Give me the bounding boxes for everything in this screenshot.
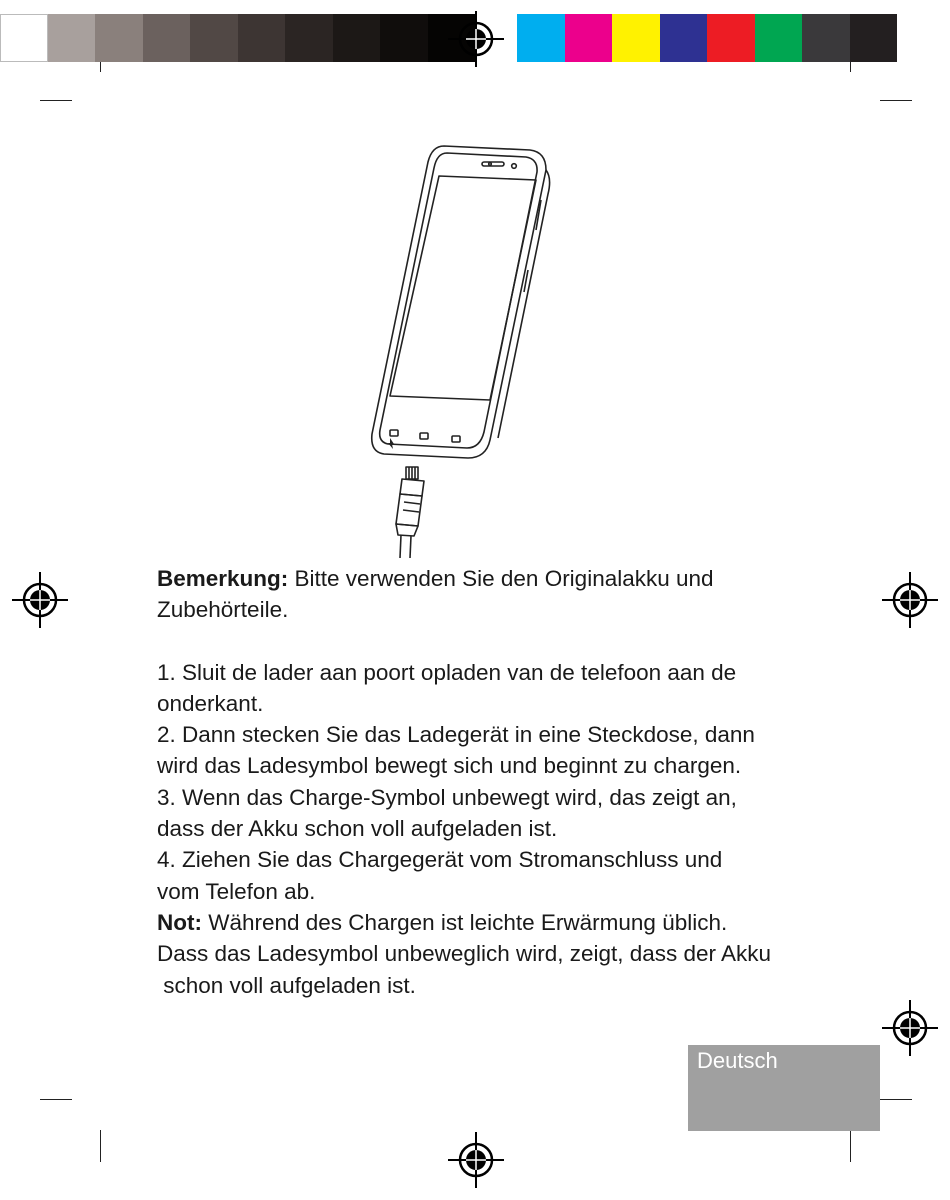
crop-mark-top-right-horizontal bbox=[880, 100, 912, 101]
step-4-line-2: vom Telefon ab. bbox=[157, 878, 316, 904]
color-swatch-6 bbox=[755, 14, 803, 62]
language-tab: Deutsch bbox=[688, 1045, 880, 1131]
color-swatch-1 bbox=[517, 14, 565, 62]
crop-mark-bottom-right-horizontal bbox=[880, 1099, 912, 1100]
gray-swatch-9 bbox=[380, 14, 428, 62]
crop-mark-bottom-left-horizontal bbox=[40, 1099, 72, 1100]
note-line-2: Zubehörteile. bbox=[157, 597, 289, 623]
registration-mark-left-icon bbox=[12, 572, 68, 628]
step-4-line-1: 4. Ziehen Sie das Chargegerät vom Stromanschluss und bbox=[157, 847, 723, 873]
not-line-1: Not: Während des Chargen ist leichte Erwärmung üblich. bbox=[157, 909, 728, 935]
gray-swatch-7 bbox=[285, 14, 333, 62]
note-line-1: Bemerkung: Bitte verwenden Sie den Originalakku und bbox=[157, 566, 714, 591]
note-label: Bemerkung: bbox=[157, 566, 289, 591]
step-3-line-1: 3. Wenn das Charge-Symbol unbewegt wird, das zeigt an, bbox=[157, 784, 737, 810]
gray-swatch-3 bbox=[95, 14, 143, 62]
color-swatch-7 bbox=[802, 14, 850, 62]
registration-mark-right-lower-icon bbox=[882, 1000, 938, 1056]
gray-swatch-6 bbox=[238, 14, 286, 62]
gray-swatch-2 bbox=[48, 14, 96, 62]
step-2-line-1: 2. Dann stecken Sie das Ladegerät in eine Steckdose, dann bbox=[157, 722, 755, 748]
crop-mark-top-left-vertical bbox=[100, 62, 101, 72]
gray-swatch-8 bbox=[333, 14, 381, 62]
gray-swatch-4 bbox=[143, 14, 191, 62]
crop-mark-top-right-vertical bbox=[850, 62, 851, 72]
registration-mark-top-icon bbox=[448, 11, 504, 67]
grayscale-color-bar bbox=[0, 14, 475, 62]
crop-mark-bottom-left-vertical bbox=[100, 1130, 101, 1162]
color-swatch-4 bbox=[660, 14, 708, 62]
not-line-3: schon voll aufgeladen ist. bbox=[157, 972, 416, 998]
not-line-2: Dass das Ladesymbol unbeweglich wird, zeigt, dass der Akku bbox=[157, 941, 772, 967]
step-2-line-2: wird das Ladesymbol bewegt sich und beginnt zu chargen. bbox=[157, 753, 742, 779]
color-swatch-5 bbox=[707, 14, 755, 62]
process-color-bar bbox=[517, 14, 897, 62]
step-1-line-1: 1. Sluit de lader aan poort opladen van de telefoon aan de bbox=[157, 659, 737, 685]
step-3-line-2: dass der Akku schon voll aufgeladen ist. bbox=[157, 816, 558, 842]
phone-charging-illustration bbox=[340, 138, 570, 563]
registration-mark-right-icon bbox=[882, 572, 938, 628]
color-swatch-2 bbox=[565, 14, 613, 62]
step-1-line-2: onderkant. bbox=[157, 690, 264, 716]
crop-mark-top-left-horizontal bbox=[40, 100, 72, 101]
color-swatch-3 bbox=[612, 14, 660, 62]
charging-instructions bbox=[157, 563, 837, 1001]
registration-mark-bottom-icon bbox=[448, 1132, 504, 1188]
gray-swatch-5 bbox=[190, 14, 238, 62]
color-swatch-8 bbox=[850, 14, 898, 62]
gray-swatch-1 bbox=[0, 14, 48, 62]
not-label: Not: bbox=[157, 909, 202, 935]
crop-mark-bottom-right-vertical bbox=[850, 1130, 851, 1162]
